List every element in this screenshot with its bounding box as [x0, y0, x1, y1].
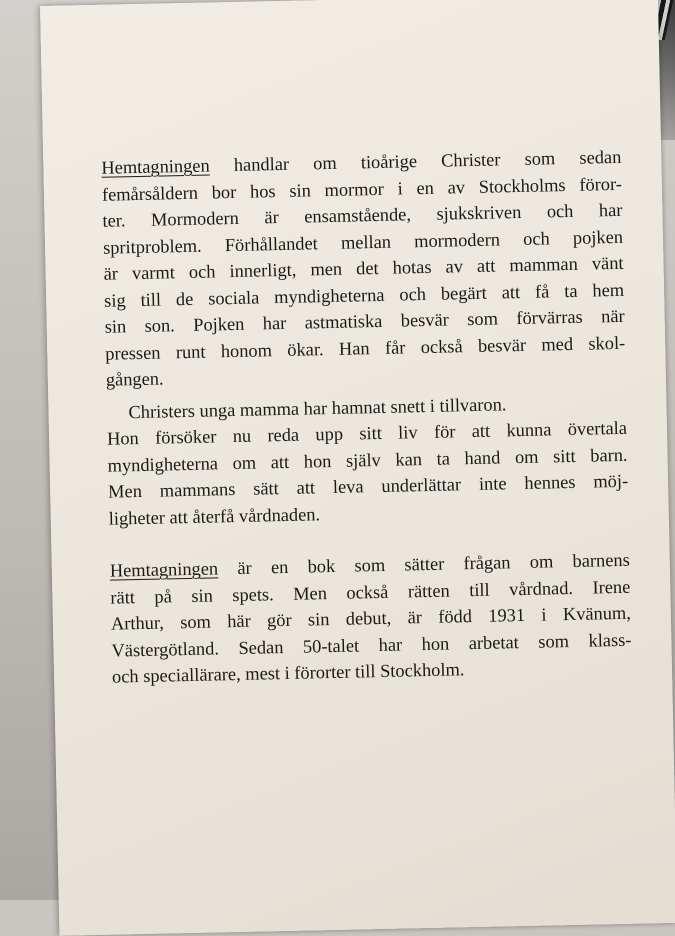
blurb-paragraph-3: [110, 547, 633, 690]
text-line: Hon försöker nu reda upp sitt liv för att kunna övertala: [106, 417, 628, 449]
text-line: ter. Mormodern är ensamstående, sjukskriven och har: [102, 199, 623, 231]
text-line: pressen runt honom ökar. Han får också besvär med skol-: [105, 332, 626, 364]
blurb-text: [101, 144, 632, 690]
book-title: Hemtagningen: [109, 558, 219, 581]
book-title: Hemtagningen: [101, 155, 210, 178]
text-line: sin son. Pojken har astmatiska besvär som förvärras när: [104, 305, 625, 337]
text-line-rest: är en bok som sätter frågan om barnens: [217, 549, 630, 579]
text-line: spritproblem. Förhållandet mellan mormodern och pojken: [102, 226, 624, 258]
text-line: sig till de sociala myndigheterna och begärt att få ta hem: [103, 279, 625, 311]
text-line: gången.: [105, 368, 164, 390]
text-line: är varmt och innerligt, men det hotas av att mamman vänt: [103, 252, 624, 284]
text-line: femårsåldern bor hos sin mormor i en av Stockholms föror-: [101, 173, 623, 205]
text-line-rest: handlar om tioårige Christer som sedan: [209, 146, 622, 176]
text-line: Västergötland. Sedan 50-talet har hon arbetat som klass-: [111, 629, 632, 661]
text-line: och speciallärare, mest i förorter till Stockholm.: [111, 659, 465, 687]
text-line: rätt på sin spets. Men också rätten till vårdnad. Irene: [110, 576, 631, 608]
blurb-paragraph-1: [101, 144, 626, 393]
text-line: Men mammans sätt att leva underlättar inte hennes möj-: [107, 470, 629, 502]
text-line: Arthur, som här gör sin debut, är född 1931 i Kvänum,: [110, 602, 632, 634]
blurb-paragraph-2: [106, 388, 629, 531]
text-line: myndigheterna om att hon själv kan ta hand om sitt barn.: [107, 444, 628, 476]
book-back-cover: [40, 0, 675, 936]
text-line: Christers unga mamma har hamnat snett i tillvaron.: [128, 393, 507, 422]
text-line: ligheter att återfå vårdnaden.: [108, 503, 321, 529]
